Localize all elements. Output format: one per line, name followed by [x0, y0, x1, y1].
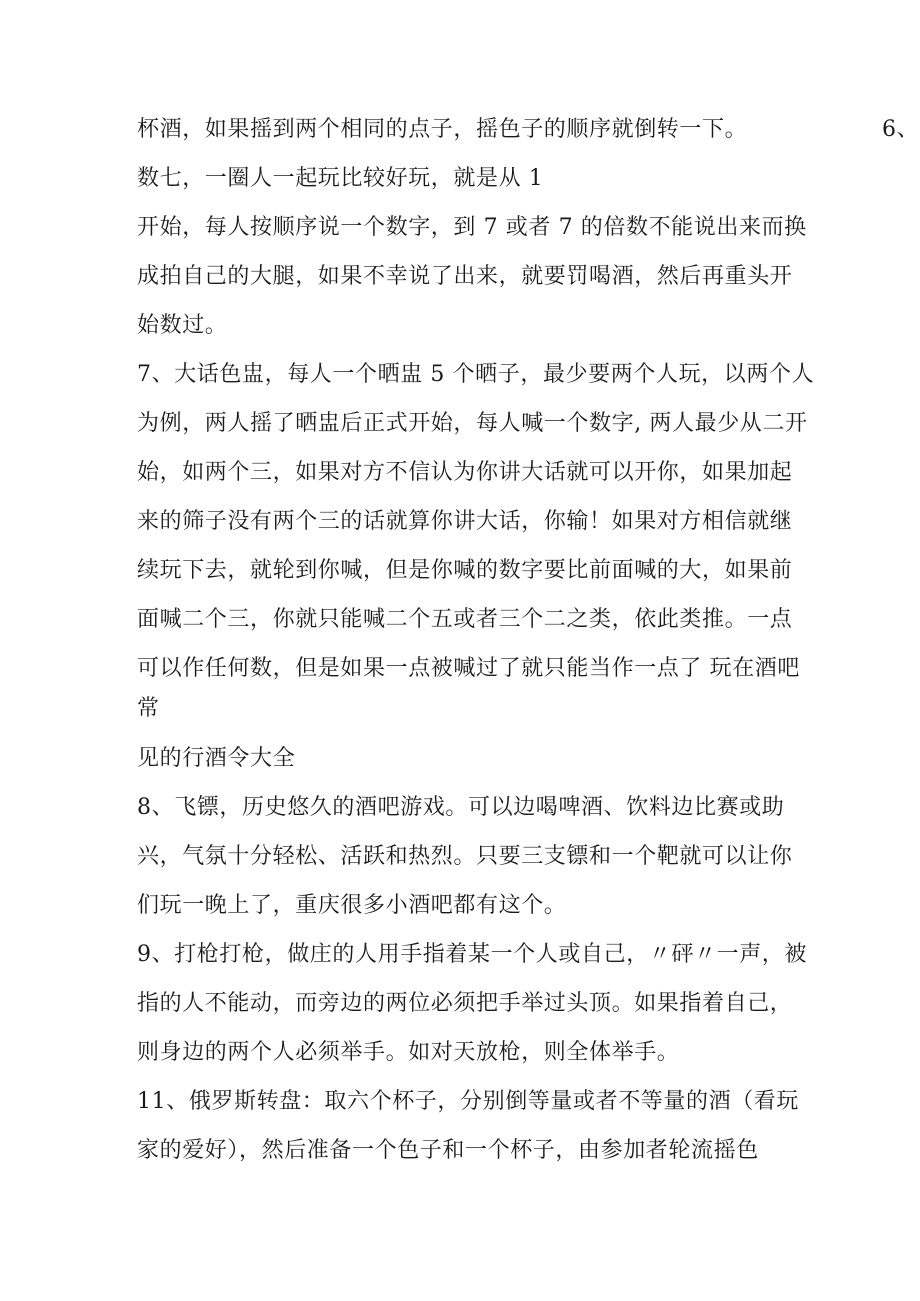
text-line: 来的筛子没有两个三的话就算你讲大话，你输！如果对方相信就继: [137, 509, 793, 534]
text-line: 们玩一晚上了，重庆很多小酒吧都有这个。: [137, 893, 567, 918]
text-line-content: 杯酒，如果摇到两个相同的点子，摇色子的顺序就倒转一下。: [137, 117, 748, 142]
text-line: 始数过。: [137, 313, 228, 338]
text-line: 则身边的两个人必须举手。如对天放枪，则全体举手。: [137, 1040, 680, 1065]
text-line: 兴，气氛十分轻松、活跃和热烈。只要三支镖和一个靶就可以让你: [137, 844, 793, 869]
text-line: 8、飞镖，历史悠久的酒吧游戏。可以边喝啤酒、饮料边比赛或助: [137, 795, 785, 820]
text-line: 家的爱好），然后准备一个色子和一个杯子，由参加者轮流摇色: [137, 1138, 759, 1163]
text-line: [137, 115, 920, 145]
text-line: 7、大话色盅，每人一个晒盅 5 个晒子，最少要两个人玩，以两个人: [137, 362, 815, 387]
text-line: 续玩下去，就轮到你喊，但是你喊的数字要比前面喊的大，如果前: [137, 558, 793, 583]
text-line: 始，如两个三，如果对方不信认为你讲大话就可以开你，如果加起: [137, 460, 793, 485]
text-line: 指的人不能动，而旁边的两位必须把手举过头顶。如果指着自己，: [137, 991, 793, 1016]
text-line: 为例，两人摇了晒盅后正式开始，每人喊一个数字, 两人最少从二开: [137, 411, 808, 436]
text-line: 数七，一圈人一起玩比较好玩，就是从 1: [137, 166, 544, 191]
section-number: 6、: [882, 117, 920, 142]
text-line: 面喊二个三，你就只能喊二个五或者三个二之类，依此类推。一点: [137, 607, 793, 632]
text-line: 常: [137, 696, 160, 721]
text-line: 9、打枪打枪，做庄的人用手指着某一个人或自己，〃砰〃一声，被: [137, 942, 807, 967]
text-line: 成拍自己的大腿，如果不幸说了出来，就要罚喝酒，然后再重头开: [137, 264, 793, 289]
text-line: 见的行酒令大全: [137, 746, 296, 771]
text-line: 开始，每人按顺序说一个数字，到 7 或者 7 的倍数不能说出来而换: [137, 215, 807, 240]
text-line: 可以作任何数，但是如果一点被喊过了就只能当作一点了 玩在酒吧: [137, 656, 800, 681]
text-line: 11、俄罗斯转盘：取六个杯子，分别倒等量或者不等量的酒（看玩: [137, 1089, 799, 1114]
